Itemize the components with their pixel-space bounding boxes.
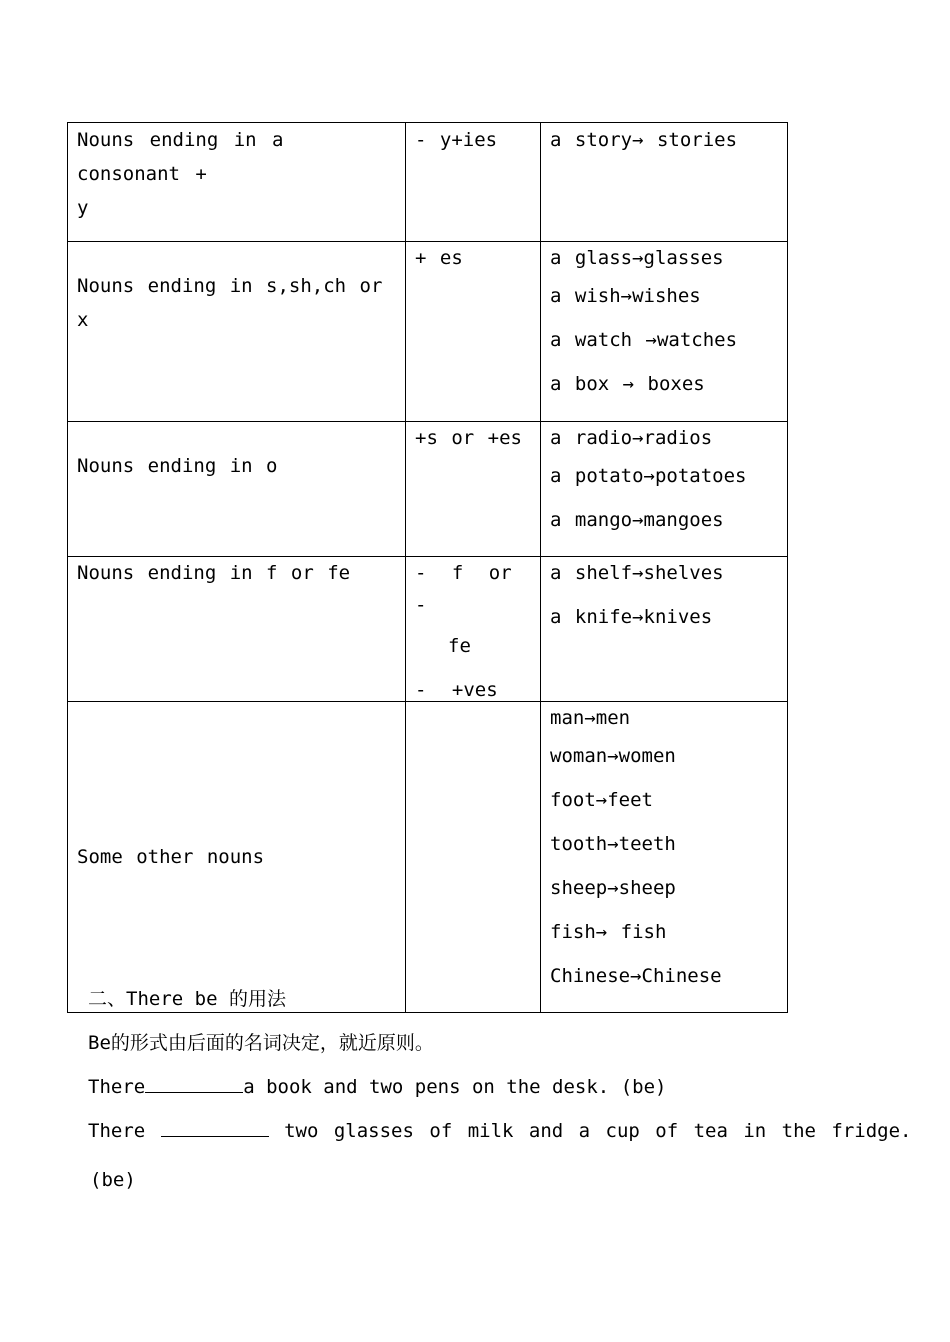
examples-cell bbox=[541, 242, 788, 422]
exercise-2-end: two glasses of milk and a cup of tea in the fridge. bbox=[284, 1120, 912, 1142]
example-text: foot→feet bbox=[550, 789, 653, 811]
example-text: sheep→sheep bbox=[550, 877, 676, 899]
exercise-2-start: There bbox=[88, 1120, 146, 1142]
examples-cell bbox=[541, 557, 788, 702]
category-cell bbox=[68, 123, 406, 242]
rule-cell bbox=[406, 123, 541, 242]
category-text: Nouns ending in o bbox=[77, 455, 278, 477]
exercise-1-end: a book and two pens on the desk. (be) bbox=[243, 1076, 667, 1098]
example-text: a potato→potatoes bbox=[550, 465, 747, 487]
exercise-1-start: There bbox=[88, 1076, 146, 1098]
example-text: a knife→knives bbox=[550, 606, 713, 628]
answer-blank-2[interactable] bbox=[161, 1118, 269, 1137]
rule-text: fe bbox=[448, 635, 471, 657]
table-row bbox=[68, 557, 788, 702]
principle-text: Be的形式由后面的名词决定，就近原则。 bbox=[88, 1032, 434, 1054]
table-row bbox=[68, 422, 788, 557]
rule-cell bbox=[406, 557, 541, 702]
examples-cell bbox=[541, 702, 788, 1013]
example-text: a radio→radios bbox=[550, 427, 713, 449]
section-heading: 二、There be 的用法 bbox=[88, 988, 286, 1010]
examples-cell bbox=[541, 422, 788, 557]
rule-text: +s or +es bbox=[415, 427, 522, 449]
category-text: Nouns ending in f or fe bbox=[77, 562, 351, 584]
example-text: a mango→mangoes bbox=[550, 509, 724, 531]
table-row bbox=[68, 702, 788, 1013]
exercise-2-hint: (be) bbox=[90, 1169, 136, 1191]
category-text: Nouns ending in a consonant + bbox=[77, 129, 284, 185]
table-row bbox=[68, 123, 788, 242]
rule-text: - y+ies bbox=[415, 129, 498, 151]
rule-cell bbox=[406, 422, 541, 557]
example-text: a shelf→shelves bbox=[550, 562, 724, 584]
rule-cell bbox=[406, 702, 541, 1013]
examples-cell bbox=[541, 123, 788, 242]
category-text: Some other nouns bbox=[77, 846, 265, 868]
answer-blank-1[interactable] bbox=[145, 1074, 243, 1093]
category-text: Nouns ending in s,sh,ch or x bbox=[77, 275, 383, 331]
example-text: a glass→glasses bbox=[550, 247, 724, 269]
category-cell bbox=[68, 557, 406, 702]
category-cell bbox=[68, 702, 406, 1013]
category-cell bbox=[68, 242, 406, 422]
category-cell bbox=[68, 422, 406, 557]
example-text: a wish→wishes bbox=[550, 285, 701, 307]
table-row bbox=[68, 242, 788, 422]
rule-cell bbox=[406, 242, 541, 422]
example-text: woman→women bbox=[550, 745, 676, 767]
example-text: a watch →watches bbox=[550, 329, 738, 351]
rule-text: - +ves bbox=[415, 679, 498, 701]
example-text: man→men bbox=[550, 707, 631, 729]
exercise-2 bbox=[88, 1109, 912, 1153]
example-text: Chinese→Chinese bbox=[550, 965, 722, 987]
example-text: a story→ stories bbox=[550, 129, 738, 151]
category-text: y bbox=[77, 197, 89, 219]
example-text: a box → boxes bbox=[550, 373, 705, 395]
plural-rules-table bbox=[67, 122, 788, 1013]
rule-text: + es bbox=[415, 247, 463, 269]
example-text: tooth→teeth bbox=[550, 833, 676, 855]
example-text: fish→ fish bbox=[550, 921, 667, 943]
exercise-1 bbox=[88, 1065, 666, 1109]
rule-text: - f or - bbox=[415, 562, 512, 616]
